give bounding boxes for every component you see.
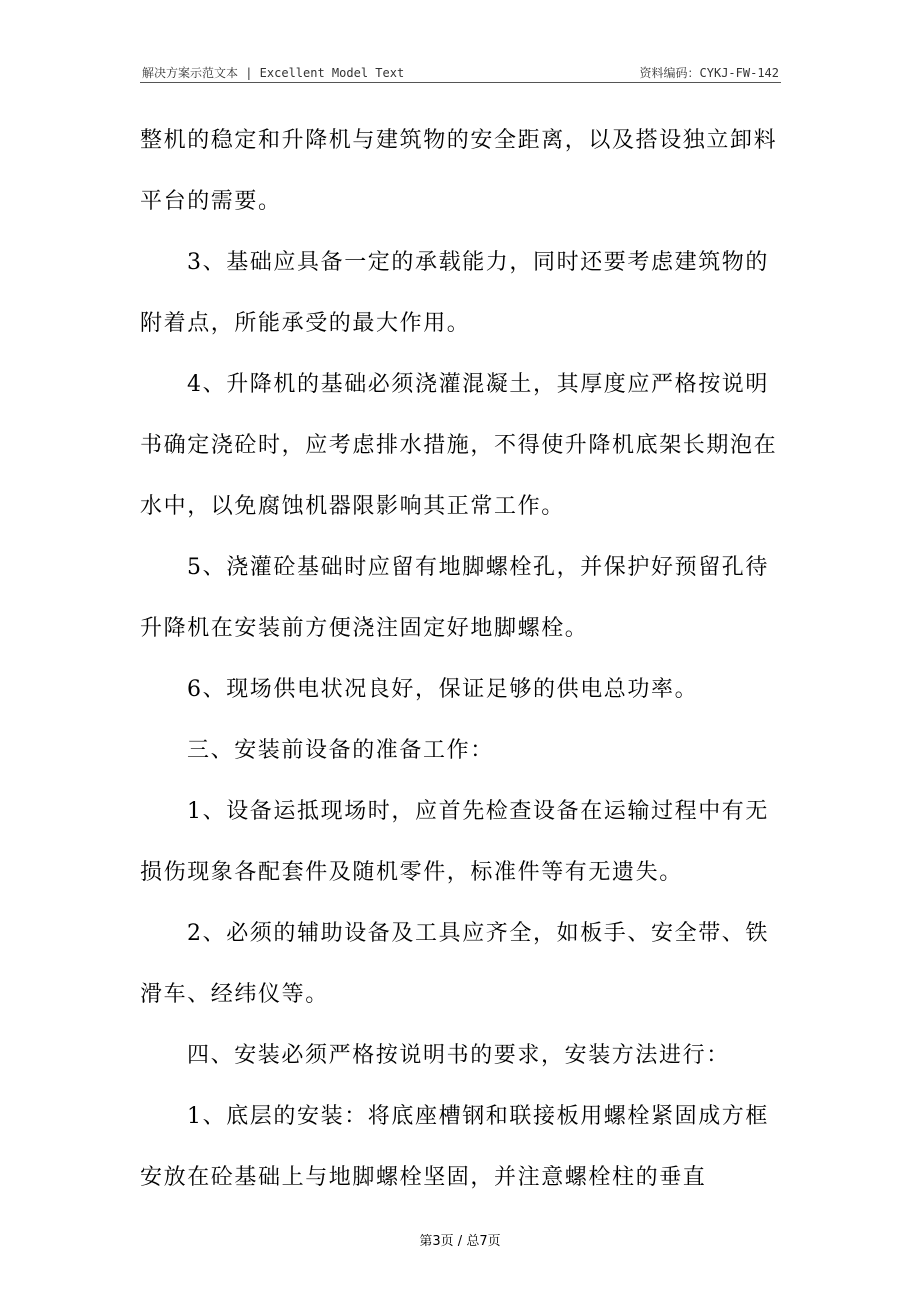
- paragraph: 6、现场供电状况良好，保证足够的供电总功率。: [187, 677, 699, 702]
- paragraph: 3、基础应具备一定的承载能力，同时还要考虑建筑物的附着点，所能承受的最大作用。: [140, 250, 769, 336]
- page-header: [140, 60, 781, 83]
- header-title: 解决方案示范文本 | Excellent Model Text: [142, 66, 405, 80]
- page-number: 第3页 / 总7页: [419, 1234, 501, 1249]
- paragraph: 1、设备运抵现场时，应首先检查设备在运输过程中有无损伤现象各配套件及随机零件，标准件等有无遗失。: [140, 799, 769, 885]
- paragraph: 2、必须的辅助设备及工具应齐全，如板手、安全带、铁滑车、经纬仪等。: [140, 921, 769, 1007]
- section-heading: 三、安装前设备的准备工作：: [187, 738, 494, 763]
- paragraph: 5、浇灌砼基础时应留有地脚螺栓孔，并保护好预留孔待升降机在安装前方便浇注固定好地脚螺栓。: [140, 555, 769, 641]
- document-code: 资料编码：CYKJ-FW-142: [639, 66, 779, 80]
- paragraph-continuation: 整机的稳定和升降机与建筑物的安全距离，以及搭设独立卸料平台的需要。: [140, 128, 778, 214]
- paragraph: 1、底层的安装：将底座槽钢和联接板用螺栓紧固成方框安放在砼基础上与地脚螺栓坚固，并注意螺栓柱的垂直: [140, 1104, 769, 1190]
- paragraph: 4、升降机的基础必须浇灌混凝土，其厚度应严格按说明书确定浇砼时，应考虑排水措施，不得使升降机底架长期泡在水中，以免腐蚀机器限影响其正常工作。: [140, 372, 778, 519]
- document-body: [140, 110, 780, 1208]
- section-heading: 四、安装必须严格按说明书的要求，安装方法进行：: [187, 1043, 730, 1068]
